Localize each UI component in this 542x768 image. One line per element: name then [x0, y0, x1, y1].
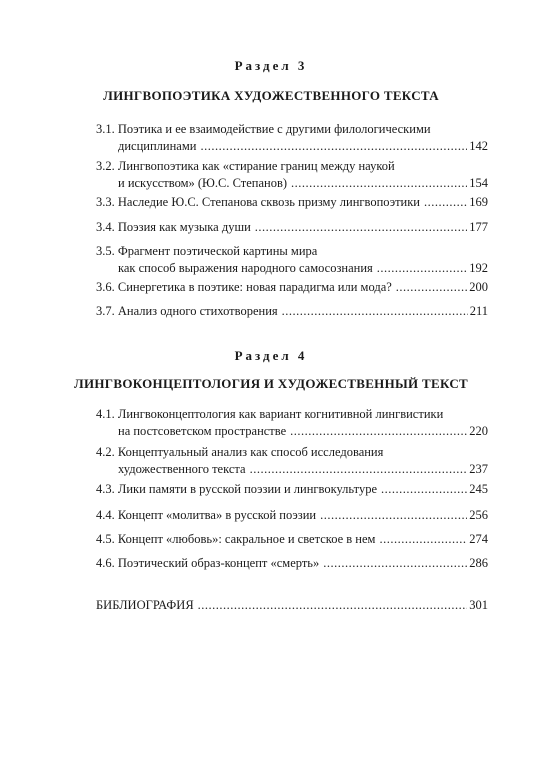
toc-entry-text: художественного текста	[118, 462, 246, 476]
toc-entry-bibliography	[96, 597, 488, 614]
toc-page-number: 142	[469, 139, 488, 153]
toc-entry-text: 4.5. Концепт «любовь»: сакральное и светское в нем	[96, 532, 376, 546]
leader-dots	[381, 481, 467, 498]
toc-entry-text: 3.6. Синергетика в поэтике: новая парадигма или мода?	[96, 280, 392, 294]
toc-entry-3-7	[96, 303, 488, 320]
toc-entry-4-5	[96, 531, 488, 548]
section-4-label: Раздел 4	[234, 348, 308, 363]
toc-page-number: 237	[469, 462, 488, 476]
toc-page-number: 245	[469, 482, 488, 496]
toc-page-number: 286	[469, 556, 488, 570]
leader-dots	[290, 423, 467, 440]
toc-page-number: 169	[469, 195, 488, 209]
section-4-title: ЛИНГВОКОНЦЕПТОЛОГИЯ И ХУДОЖЕСТВЕННЫЙ ТЕКСТ	[73, 376, 469, 391]
toc-entry-text: БИБЛИОГРАФИЯ	[96, 598, 194, 612]
leader-dots	[379, 531, 467, 548]
toc-entry-3-3	[96, 194, 488, 211]
leader-dots	[200, 138, 467, 155]
leader-dots	[396, 279, 467, 296]
toc-page-number: 154	[469, 176, 488, 190]
toc-entry-text: 3.1. Поэтика и ее взаимодействие с другими филологическими	[96, 122, 431, 136]
toc-entry-4-2	[96, 444, 488, 478]
leader-dots	[424, 194, 467, 211]
toc-page-number: 192	[469, 261, 488, 275]
toc-entry-3-2	[96, 158, 488, 192]
leader-dots	[282, 303, 468, 320]
toc-entry-text: 4.4. Концепт «молитва» в русской поэзии	[96, 508, 317, 522]
toc-page-number: 177	[469, 220, 488, 234]
toc-page-number: 211	[469, 304, 488, 318]
section-3-label: Раздел 3	[234, 58, 308, 73]
toc-entry-4-1	[96, 406, 488, 440]
leader-dots	[377, 260, 467, 277]
toc-page-number: 220	[469, 424, 488, 438]
toc-entry-text: 4.3. Лики памяти в русской поэзии и лингвокультуре	[96, 482, 377, 496]
toc-entry-text: 3.7. Анализ одного стихотворения	[96, 304, 278, 318]
toc-entry-4-3	[96, 481, 488, 498]
toc-page-number: 274	[469, 532, 488, 546]
leader-dots	[323, 555, 467, 572]
leader-dots	[320, 507, 467, 524]
toc-page-number: 301	[469, 598, 488, 612]
toc-entry-text: и искусством» (Ю.С. Степанов)	[118, 176, 288, 190]
toc-entry-text: 3.3. Наследие Ю.С. Степанова сквозь призму лингвопоэтики	[96, 195, 420, 209]
toc-entry-text: 4.6. Поэтический образ-концепт «смерть»	[96, 556, 320, 570]
section-3-title: ЛИНГВОПОЭТИКА ХУДОЖЕСТВЕННОГО ТЕКСТА	[103, 88, 439, 103]
toc-entry-3-6	[96, 279, 488, 296]
toc-entry-text: дисциплинами	[118, 139, 197, 153]
toc-entry-3-4	[96, 219, 488, 236]
leader-dots	[291, 175, 467, 192]
leader-dots	[198, 597, 468, 614]
toc-entry-3-5	[96, 243, 488, 277]
toc-entry-4-4	[96, 507, 488, 524]
toc-entry-text: 4.2. Концептуальный анализ как способ исследования	[96, 445, 384, 459]
toc-entry-text: 3.2. Лингвопоэтика как «стирание границ между наукой	[96, 159, 395, 173]
toc-entry-text: 3.4. Поэзия как музыка души	[96, 220, 251, 234]
toc-page-number: 200	[469, 280, 488, 294]
toc-entry-4-6	[96, 555, 488, 572]
toc-entry-text: на постсоветском пространстве	[118, 424, 287, 438]
toc-entry-text: как способ выражения народного самосознания	[118, 261, 373, 275]
toc-entry-3-1	[96, 121, 488, 155]
toc-page-number: 256	[469, 508, 488, 522]
leader-dots	[255, 219, 467, 236]
toc-entry-text: 3.5. Фрагмент поэтической картины мира	[96, 244, 318, 258]
toc-entry-text: 4.1. Лингвоконцептология как вариант когнитивной лингвистики	[96, 407, 444, 421]
leader-dots	[250, 461, 468, 478]
